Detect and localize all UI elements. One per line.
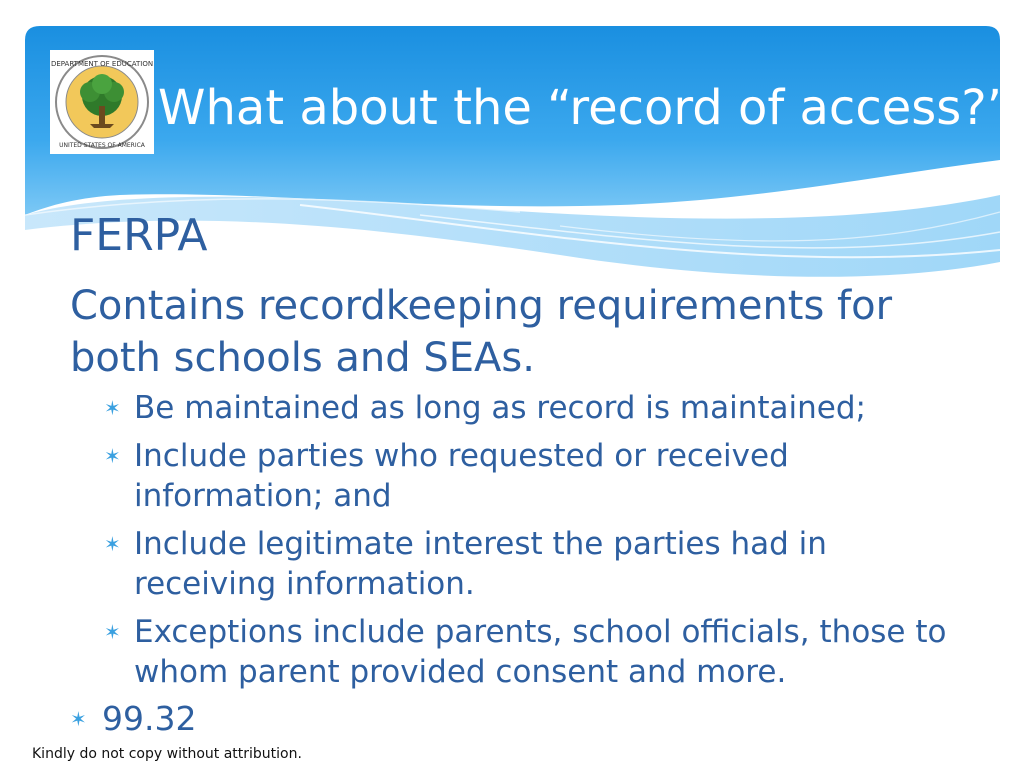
list-item-text: Exceptions include parents, school officials, those to whom parent provided consent and more.: [134, 614, 947, 690]
list-item: [104, 388, 970, 428]
list-item: [104, 612, 970, 692]
asterisk-bullet-icon: ✶: [104, 396, 121, 420]
list-item: [104, 436, 970, 516]
regulation-reference: 99.32: [102, 699, 197, 738]
list-item-text: Be maintained as long as record is maintained;: [134, 390, 866, 426]
asterisk-bullet-icon: ✶: [70, 707, 87, 731]
list-item-text: Include legitimate interest the parties had in receiving information.: [134, 526, 827, 602]
heading-ferpa: FERPA: [70, 210, 208, 261]
reference-list: [70, 698, 970, 740]
asterisk-bullet-icon: ✶: [104, 532, 121, 556]
slide-title: What about the “record of access?”: [158, 80, 1012, 136]
seal-text-top: DEPARTMENT OF EDUCATION: [50, 60, 154, 68]
list-item: [104, 524, 970, 604]
list-item-text: Include parties who requested or received information; and: [134, 438, 789, 514]
slide-content: [70, 206, 970, 740]
asterisk-bullet-icon: ✶: [104, 444, 121, 468]
footer-attribution-note: Kindly do not copy without attribution.: [32, 746, 302, 762]
seal-text-bottom: UNITED STATES OF AMERICA: [59, 142, 145, 149]
subheading: Contains recordkeeping requirements for both schools and SEAs.: [70, 283, 893, 381]
list-item: [70, 698, 970, 740]
department-of-education-seal-icon: [50, 50, 154, 154]
requirements-list: [70, 388, 970, 692]
asterisk-bullet-icon: ✶: [104, 620, 121, 644]
